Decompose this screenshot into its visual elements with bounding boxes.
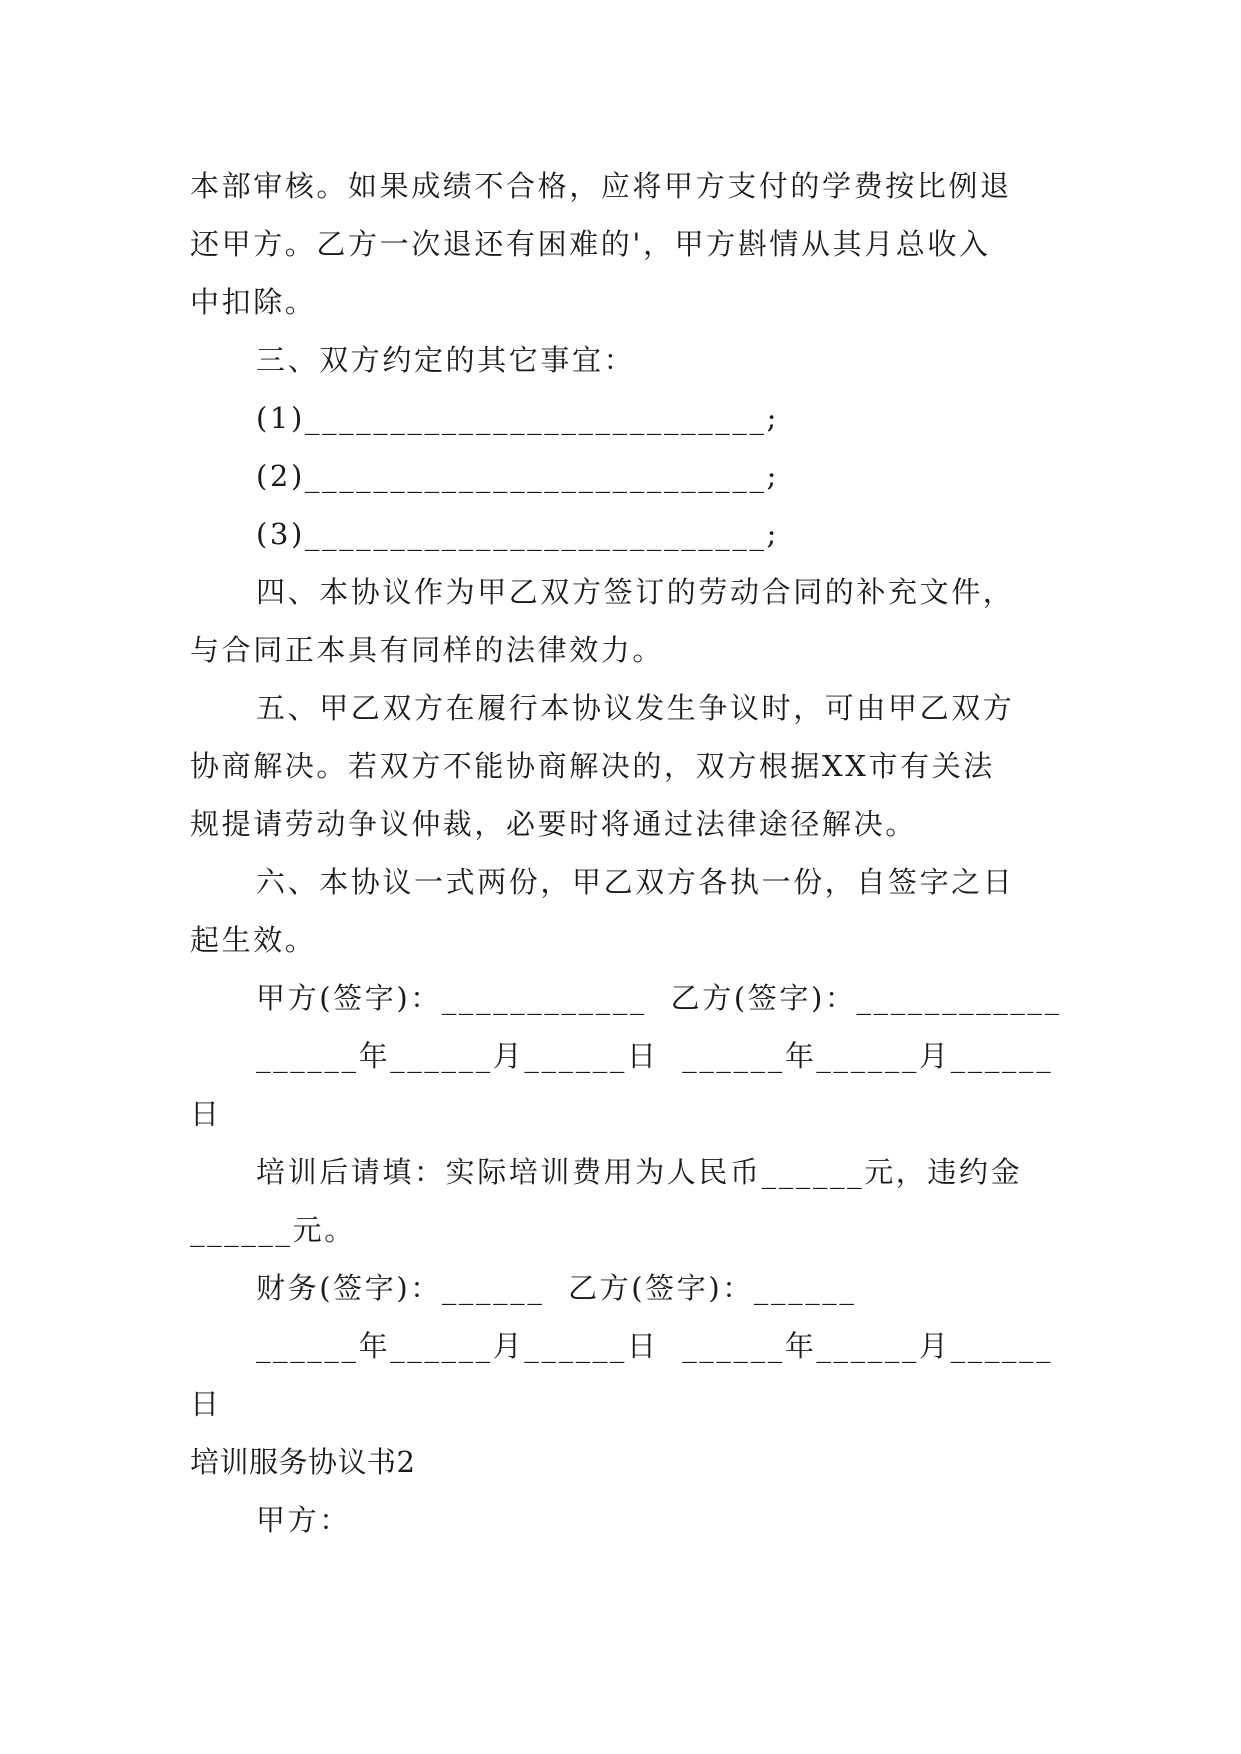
- date-line-end: 日: [190, 1387, 222, 1421]
- fee-line: ______元。: [190, 1213, 356, 1247]
- blank-item-1: (1)___________________________;: [256, 401, 779, 435]
- date-line-end: 日: [190, 1097, 222, 1131]
- signature-line: 甲方(签字)：____________ 乙方(签字)：____________: [256, 981, 1062, 1015]
- paragraph-line: 还甲方。乙方一次退还有困难的'，甲方斟情从其月总收入: [190, 227, 991, 261]
- paragraph-line: 四、本协议作为甲乙双方签订的劳动合同的补充文件，: [256, 575, 1015, 609]
- document-title: 培训服务协议书2: [190, 1445, 416, 1479]
- fee-line: 培训后请填：实际培训费用为人民币______元，违约金: [256, 1155, 1023, 1189]
- date-line: ______年______月______日 ______年______月______: [256, 1039, 1054, 1073]
- section-heading: 三、双方约定的其它事宜：: [256, 343, 636, 377]
- paragraph-line: 与合同正本具有同样的法律效力。: [190, 633, 665, 667]
- party-a-label: 甲方：: [256, 1503, 351, 1537]
- paragraph-line: 起生效。: [190, 923, 317, 957]
- blank-item-3: (3)___________________________;: [256, 517, 779, 551]
- date-line: ______年______月______日 ______年______月______: [256, 1329, 1054, 1363]
- signature-line: 财务(签字)：______ 乙方(签字)：______: [256, 1271, 857, 1305]
- paragraph-line: 五、甲乙双方在履行本协议发生争议时，可由甲乙双方: [256, 691, 1015, 725]
- blank-item-2: (2)___________________________;: [256, 459, 779, 493]
- paragraph-line: 本部审核。如果成绩不合格，应将甲方支付的学费按比例退: [190, 169, 1012, 203]
- paragraph-line: 中扣除。: [190, 285, 317, 319]
- paragraph-line: 六、本协议一式两份，甲乙双方各执一份，自签字之日: [256, 865, 1015, 899]
- paragraph-line: 协商解决。若双方不能协商解决的，双方根据XX市有关法: [190, 749, 995, 783]
- paragraph-line: 规提请劳动争议仲裁，必要时将通过法律途径解决。: [190, 807, 917, 841]
